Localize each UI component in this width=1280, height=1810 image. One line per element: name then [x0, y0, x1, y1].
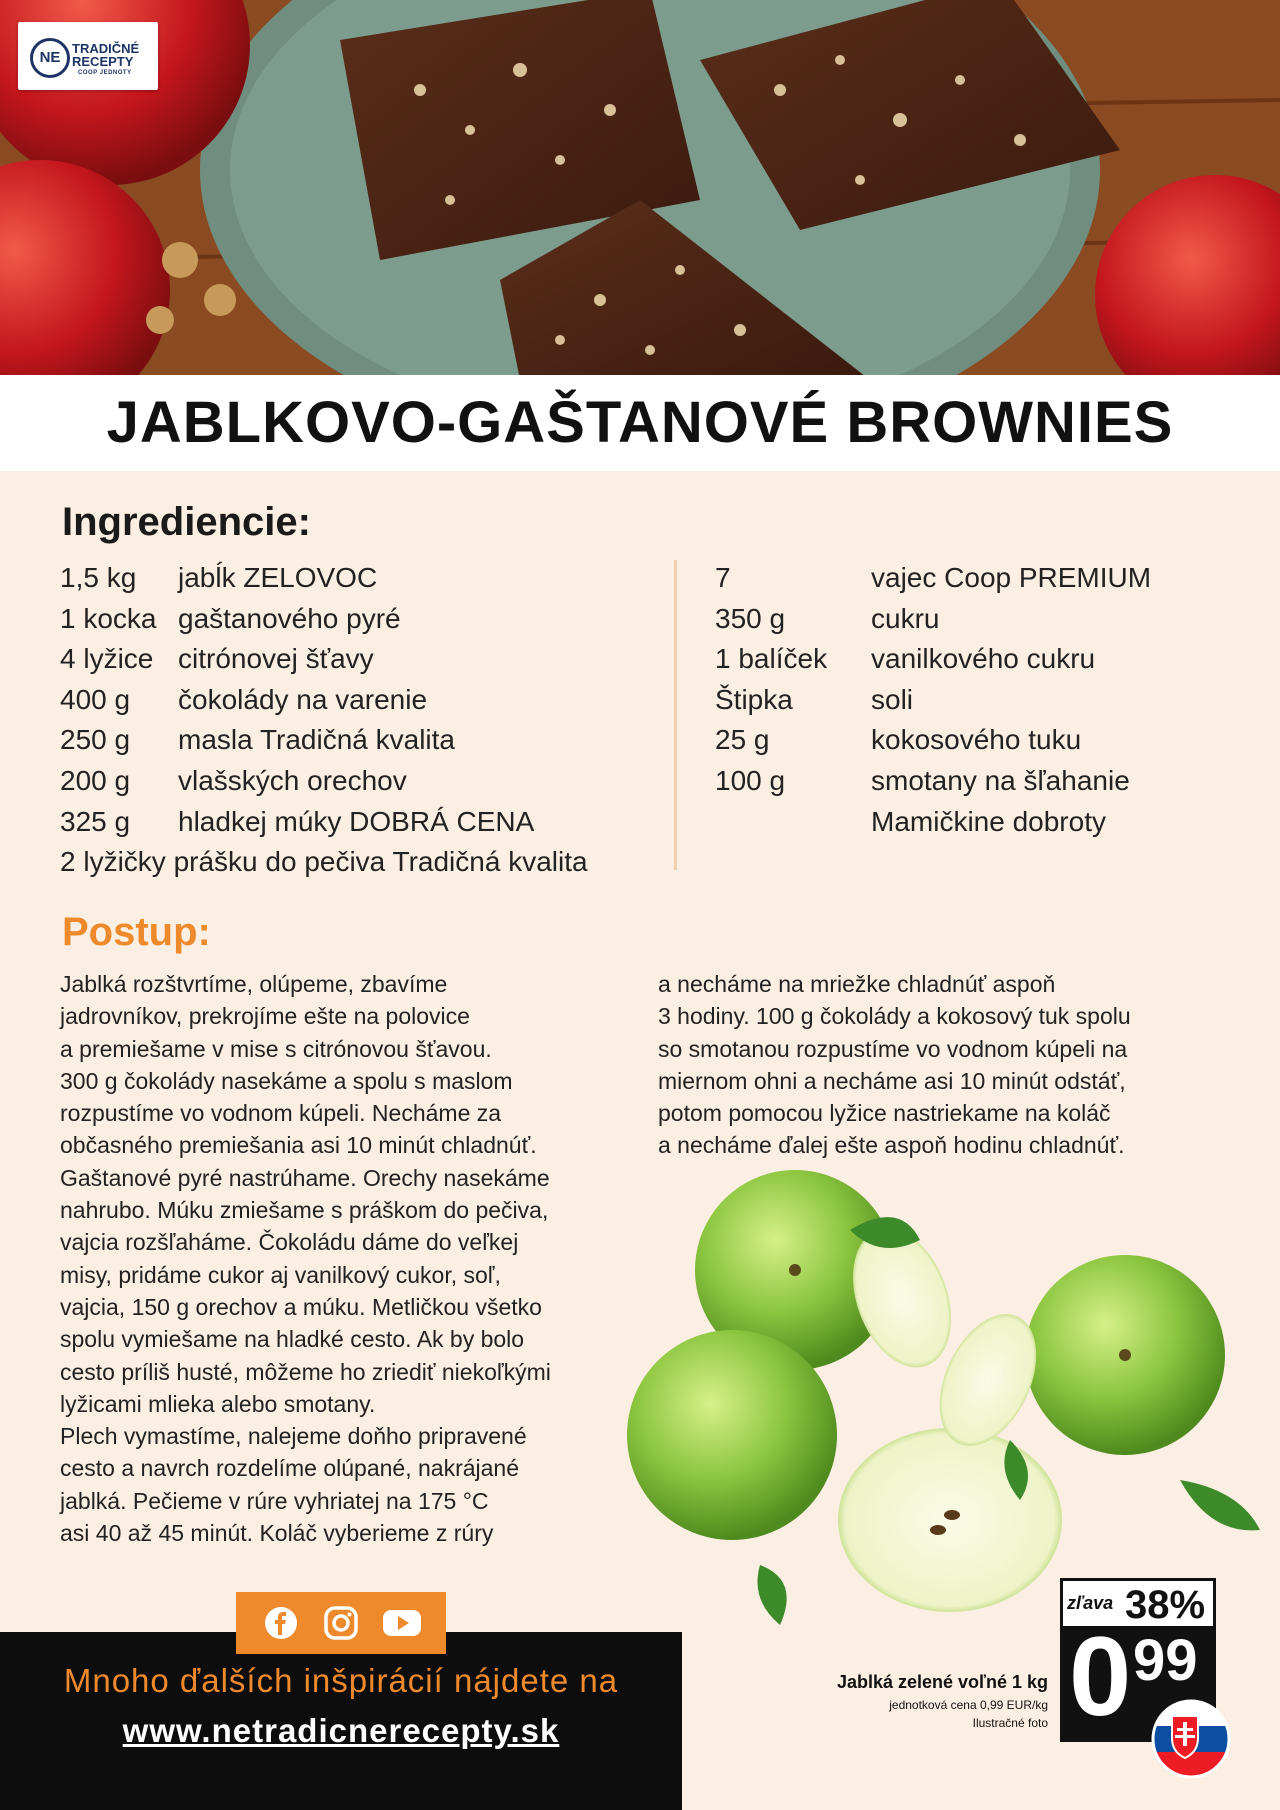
procedure-line: cesto a navrch rozdelíme olúpané, nakrájané: [60, 1455, 520, 1482]
title-bar: [0, 375, 1280, 471]
procedure-line: Jablká rozštvrtíme, olúpeme, zbavíme: [60, 971, 448, 997]
ingredient-name: vanilkového cukru: [871, 643, 1096, 675]
page-title: JABLKOVO-GAŠTANOVÉ BROWNIES: [106, 390, 1174, 455]
unit-price: jednotková cena 0,99 EUR/kg: [889, 1698, 1048, 1712]
ingredient-name: hladkej múky DOBRÁ CENA: [178, 805, 535, 837]
ingredient-row: [60, 599, 660, 640]
ingredient-row: [60, 761, 660, 802]
ingredient-row: [60, 558, 660, 599]
logo-line1: TRADIČNÉ: [72, 41, 140, 56]
ingredients-right-list: [715, 558, 1235, 842]
divider: [674, 560, 677, 870]
instagram-icon[interactable]: [324, 1606, 358, 1640]
social-icons-bar: [236, 1592, 446, 1654]
youtube-icon[interactable]: [382, 1606, 422, 1640]
procedure-line: rozpustíme vo vodnom kúpeli. Necháme za: [60, 1100, 502, 1127]
ingredient-name: smotany na šľahanie: [871, 764, 1130, 796]
ingredient-row: [715, 761, 1235, 802]
ingredient-quantity: 1 kocka: [60, 602, 157, 634]
footer-text: Mnoho ďalších inšpirácií nájdete na: [63, 1662, 619, 1699]
ingredient-row: [715, 720, 1235, 761]
procedure-line: nahrubo. Múku zmiešame s práškom do pečiva,: [60, 1197, 549, 1224]
logo-line3: COOP JEDNOTY: [78, 70, 132, 76]
ingredient-row: [60, 720, 660, 761]
procedure-line: jablká. Pečieme v rúre vyhriatej na 175 °C: [60, 1487, 489, 1514]
procedure-line: lyžicami mlieka alebo smotany.: [60, 1390, 376, 1417]
procedure-text-left: [60, 968, 660, 1549]
ingredient-name: jabĺk ZELOVOC: [178, 562, 378, 593]
procedure-line: asi 40 až 45 minút. Koláč vyberieme z rúry: [60, 1520, 494, 1547]
ingredient-quantity: 1,5 kg: [60, 562, 137, 593]
ingredient-quantity: 100 g: [715, 764, 786, 796]
ingredient-quantity: 25 g: [715, 724, 770, 756]
ingredient-name: citrónovej šťavy: [178, 643, 374, 675]
ingredient-name: gaštanového pyré: [178, 602, 401, 634]
price-decimals: 99: [1133, 1628, 1198, 1693]
ingredient-quantity: 250 g: [60, 724, 131, 756]
slovak-flag-icon: [1150, 1698, 1232, 1780]
procedure-line: cesto príliš husté, môžeme ho zriediť niekoľkými: [60, 1358, 551, 1385]
facebook-icon[interactable]: [264, 1606, 298, 1640]
procedure-line: spolu vymiešame na hladké cesto. Ak by bolo: [60, 1326, 525, 1353]
discount-value: 38%: [1125, 1583, 1206, 1627]
ingredient-name: čokolády na varenie: [178, 683, 428, 715]
ingredient-name: cukru: [871, 602, 940, 634]
brownies-photo-illustration: [0, 0, 1280, 375]
logo-line2: RECEPTY: [72, 54, 134, 69]
ingredient-row: [715, 802, 1235, 843]
procedure-heading: Postup:: [62, 910, 211, 954]
procedure-line: Plech vymastíme, nalejeme doňho pripravené: [60, 1423, 527, 1450]
ingredient-name: soli: [871, 683, 914, 715]
ingredient-quantity: 4 lyžice: [60, 643, 154, 675]
procedure-line: a necháme na mriežke chladnúť aspoň: [658, 971, 1056, 997]
procedure-line: potom pomocou lyžice nastriekame na koláč: [658, 1100, 1111, 1127]
ingredient-quantity: 1 balíček: [715, 643, 828, 675]
ingredient-row: [715, 680, 1235, 721]
ingredient-name: Mamičkine dobroty: [871, 805, 1106, 837]
procedure-line: 3 hodiny. 100 g čokolády a kokosový tuk spolu: [658, 1003, 1131, 1030]
ingredient-name: vlašských orechov: [178, 764, 407, 796]
ingredients-left-list: [60, 558, 660, 883]
price-whole: 0: [1069, 1614, 1128, 1739]
procedure-line: a necháme ďalej ešte aspoň hodinu chladnúť.: [658, 1132, 1125, 1159]
footer-link[interactable]: www.netradicnerecepty.sk: [122, 1712, 560, 1749]
logo: [18, 22, 158, 90]
ingredient-quantity: 200 g: [60, 764, 131, 796]
ingredient-row: [60, 802, 660, 843]
ingredient-quantity: 7: [715, 562, 731, 593]
ingredient-quantity: Štipka: [715, 683, 793, 715]
logo-mark: NE: [30, 38, 70, 78]
ingredient-row: [60, 639, 660, 680]
procedure-line: jadrovníkov, prekrojíme ešte na polovice: [60, 1003, 470, 1030]
procedure-line: občasného premiešania asi 10 minút chladnúť.: [60, 1132, 537, 1159]
ingredient-name: masla Tradičná kvalita: [178, 724, 456, 756]
ingredient-name: vajec Coop PREMIUM: [871, 562, 1152, 593]
procedure-line: vajcia rozšľaháme. Čokoládu dáme do veľkej: [60, 1229, 519, 1256]
ingredients-heading: Ingrediencie:: [62, 500, 311, 544]
ingredient-quantity: 325 g: [60, 805, 131, 837]
product-name: Jablká zelené voľné 1 kg: [836, 1672, 1048, 1692]
ingredient-row: [715, 639, 1235, 680]
ingredient-name: kokosového tuku: [871, 724, 1082, 756]
procedure-line: so smotanou rozpustíme vo vodnom kúpeli na: [658, 1035, 1128, 1062]
photo-note: Ilustračné foto: [972, 1716, 1048, 1730]
hero-photo: [0, 0, 1280, 375]
procedure-line: 300 g čokolády nasekáme a spolu s maslom: [60, 1067, 513, 1094]
ingredient-quantity: 400 g: [60, 683, 131, 715]
discount-label: zľava: [1067, 1593, 1114, 1613]
ingredient-row: [715, 558, 1235, 599]
ingredient-row: [60, 680, 660, 721]
procedure-line: miernom ohni a necháme asi 10 minút odstáť,: [658, 1067, 1126, 1094]
procedure-text-right: [658, 968, 1258, 1162]
procedure-line: a premiešame v mise s citrónovou šťavou.: [60, 1035, 492, 1062]
procedure-line: misy, pridáme cukor aj vanilkový cukor, soľ,: [60, 1261, 501, 1288]
procedure-line: Gaštanové pyré nastrúhame. Orechy nasekáme: [60, 1164, 550, 1191]
ingredient-row: [60, 842, 660, 883]
ingredient-quantity: 350 g: [715, 602, 786, 634]
procedure-line: vajcia, 150 g orechov a múku. Metličkou všetko: [60, 1293, 542, 1320]
ingredient-quantity: 2 lyžičky prášku do pečiva Tradičná kvalita: [60, 846, 588, 878]
ingredient-row: [715, 599, 1235, 640]
